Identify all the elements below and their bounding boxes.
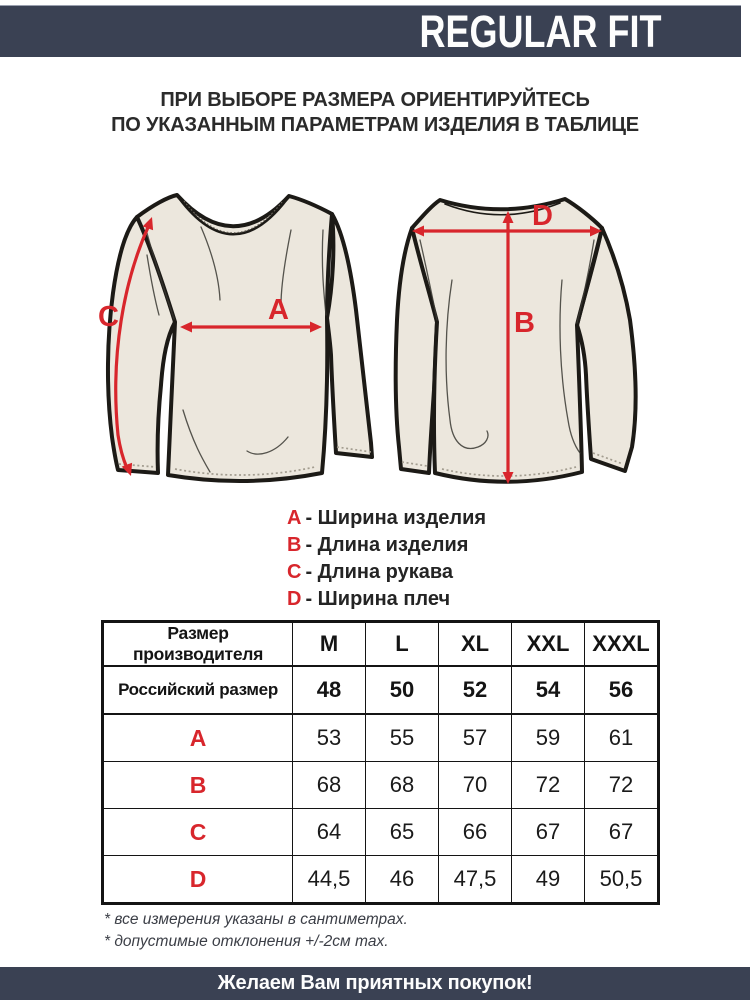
measure-cell: 67 bbox=[512, 809, 585, 856]
footnote-line: * все измерения указаны в сантиметрах. bbox=[104, 911, 408, 928]
measure-cell: 46 bbox=[366, 856, 439, 904]
row-label-letter: D bbox=[103, 856, 293, 904]
footer-bar bbox=[0, 967, 750, 1000]
measure-cell: 68 bbox=[293, 762, 366, 809]
table-row-measure-d bbox=[103, 856, 659, 904]
legend-item bbox=[287, 586, 486, 613]
measure-cell: 68 bbox=[366, 762, 439, 809]
intro-text bbox=[0, 88, 750, 138]
table-row-measure-b bbox=[103, 762, 659, 809]
legend-desc: - Ширина изделия bbox=[305, 507, 487, 529]
intro-line-2: ПО УКАЗАННЫМ ПАРАМЕТРАМ ИЗДЕЛИЯ В ТАБЛИЦЕ bbox=[111, 114, 639, 136]
col-header-size: L bbox=[366, 622, 439, 667]
size-cell: 52 bbox=[439, 666, 512, 714]
table-row-russian-size bbox=[103, 666, 659, 714]
measure-cell: 44,5 bbox=[293, 856, 366, 904]
col-header-size: M bbox=[293, 622, 366, 667]
legend-desc: - Ширина плеч bbox=[305, 588, 451, 610]
table-row-measure-c bbox=[103, 809, 659, 856]
row-label-letter: A bbox=[103, 714, 293, 762]
footnotes bbox=[104, 909, 408, 953]
legend-item bbox=[287, 532, 486, 559]
measurement-label-a: A bbox=[268, 294, 289, 326]
measure-cell: 61 bbox=[585, 714, 659, 762]
size-cell: 50 bbox=[366, 666, 439, 714]
garment-back-view-diagram bbox=[390, 185, 680, 495]
legend-item bbox=[287, 559, 486, 586]
col-header-size: XXXL bbox=[585, 622, 659, 667]
col-header-size: XL bbox=[439, 622, 512, 667]
measure-cell: 57 bbox=[439, 714, 512, 762]
table-row-measure-a bbox=[103, 714, 659, 762]
intro-line-1: ПРИ ВЫБОРЕ РАЗМЕРА ОРИЕНТИРУЙТЕСЬ bbox=[160, 89, 590, 111]
measure-cell: 64 bbox=[293, 809, 366, 856]
legend-item bbox=[287, 505, 486, 532]
row-label-letter: B bbox=[103, 762, 293, 809]
measurement-label-d: D bbox=[532, 200, 553, 232]
row-label-letter: C bbox=[103, 809, 293, 856]
footnote-line: * допустимые отклонения +/-2см max. bbox=[104, 933, 389, 950]
measure-cell: 49 bbox=[512, 856, 585, 904]
legend-key: B bbox=[287, 534, 302, 556]
measure-cell: 50,5 bbox=[585, 856, 659, 904]
measure-cell: 53 bbox=[293, 714, 366, 762]
legend-key: A bbox=[287, 507, 302, 529]
size-cell: 54 bbox=[512, 666, 585, 714]
col-header-manufacturer-size: Размер производителя bbox=[103, 622, 293, 667]
measure-cell: 55 bbox=[366, 714, 439, 762]
size-table bbox=[101, 620, 660, 905]
measure-cell: 66 bbox=[439, 809, 512, 856]
measure-cell: 65 bbox=[366, 809, 439, 856]
legend-key: D bbox=[287, 588, 302, 610]
measure-cell: 70 bbox=[439, 762, 512, 809]
size-cell: 48 bbox=[293, 666, 366, 714]
col-header-size: XXL bbox=[512, 622, 585, 667]
measurement-label-c: C bbox=[98, 301, 119, 333]
measure-cell: 67 bbox=[585, 809, 659, 856]
front-right-sleeve bbox=[327, 214, 372, 457]
footer-message: Желаем Вам приятных покупок! bbox=[217, 972, 533, 994]
measure-cell: 72 bbox=[512, 762, 585, 809]
table-header-row bbox=[103, 622, 659, 667]
row-label: Российский размер bbox=[103, 666, 293, 714]
header-bar bbox=[0, 5, 741, 57]
measurement-legend bbox=[287, 505, 486, 613]
measure-cell: 72 bbox=[585, 762, 659, 809]
legend-desc: - Длина изделия bbox=[305, 534, 469, 556]
legend-desc: - Длина рукава bbox=[305, 561, 454, 583]
measure-cell: 47,5 bbox=[439, 856, 512, 904]
measurement-label-b: B bbox=[514, 307, 535, 339]
garment-front-view-diagram bbox=[95, 185, 385, 495]
legend-key: C bbox=[287, 561, 302, 583]
size-cell: 56 bbox=[585, 666, 659, 714]
fit-type-title: REGULAR FIT bbox=[419, 6, 661, 57]
measure-cell: 59 bbox=[512, 714, 585, 762]
